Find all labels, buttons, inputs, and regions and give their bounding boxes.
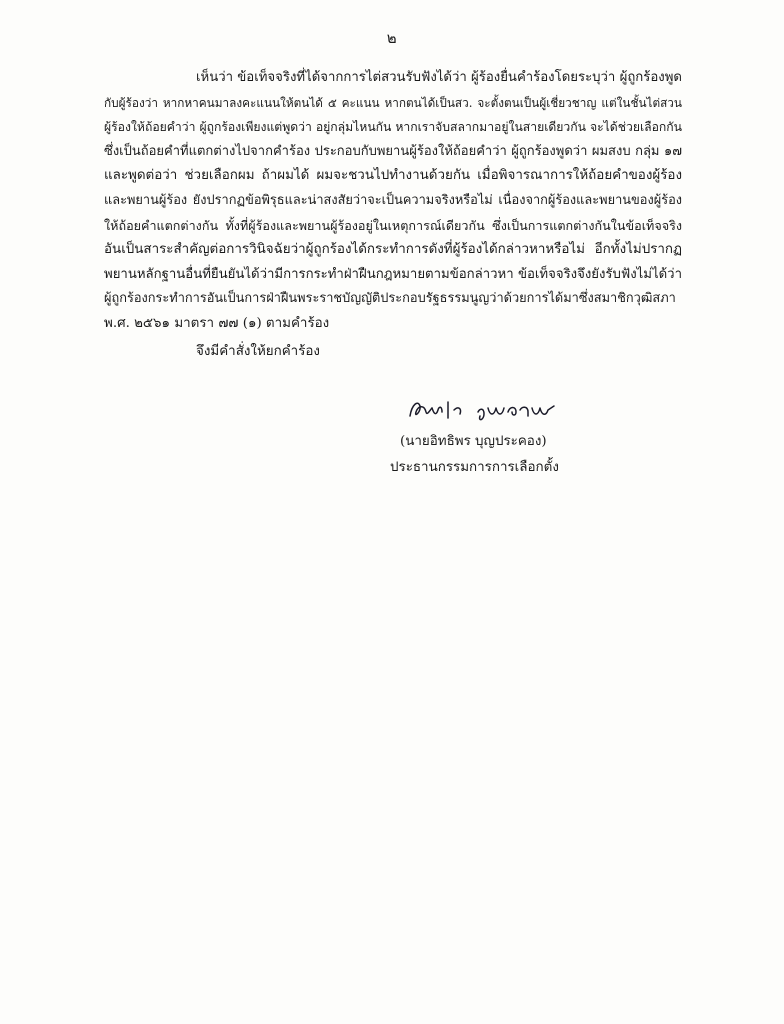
body-paragraph [104, 66, 682, 337]
body-line-3: ผู้ร้องให้ถ้อยคำว่า ผู้ถูกร้องเพียงแต่พูดว่า อยู่กลุ่มไหนกัน หากเราจับสลากมาอยู่ในสายเดียวกัน จะได้ช่วยเลือกกัน [104, 120, 682, 135]
signer-name: (นายอิทธิพร บุญประคอง) [400, 434, 547, 449]
body-line-9: พยานหลักฐานอื่นที่ยืนยันได้ว่ามีการกระทำฝ่าฝืนกฎหมายตามข้อกล่าวหา ข้อเท็จจริงจึงยังรับฟังไม่ได้ว่า [104, 266, 682, 282]
body-line-10: ผู้ถูกร้องกระทำการอันเป็นการฝ่าฝืนพระราชบัญญัติประกอบรัฐธรรมนูญว่าด้วยการได้มาซึ่งสมาชิกวุฒิสภา [104, 291, 676, 307]
body-line-5: และพูดต่อว่า ช่วยเลือกผม ถ้าผมได้ ผมจะชวนไปทำงานด้วยกัน เมื่อพิจารณาการให้ถ้อยคำของผู้ร้อง [104, 168, 682, 184]
body-line-2: กับผู้ร้องว่า หากหาคนมาลงคะแนนให้ตนได้ ๕ คะแนน หากตนได้เป็นสว. จะตั้งตนเป็นผู้เชี่ยวชาญ แต่ในชั้นไต่สวน [104, 95, 682, 110]
page-number: ๒ [386, 29, 398, 47]
body-line-4: ซึ่งเป็นถ้อยคำที่แตกต่างไปจากคำร้อง ประกอบกับพยานผู้ร้องให้ถ้อยคำว่า ผู้ถูกร้องพูดว่า ผมสงบ กลุ่ม ๑๗ [104, 143, 682, 159]
order-text: จึงมีคำสั่งให้ยกคำร้อง [196, 344, 320, 359]
handwritten-signature [404, 394, 564, 428]
body-line-11: พ.ศ. ๒๕๖๑ มาตรา ๗๗ (๑) ตามคำร้อง [104, 315, 330, 331]
signer-position: ประธานกรรมการการเลือกตั้ง [390, 460, 559, 475]
body-line-6: และพยานผู้ร้อง ยังปรากฏข้อพิรุธและน่าสงสัยว่าจะเป็นความจริงหรือไม่ เนื่องจากผู้ร้องและพยานของผู้ร้อง [104, 192, 682, 208]
body-line-1: เห็นว่า ข้อเท็จจริงที่ได้จากการไต่สวนรับฟังได้ว่า ผู้ร้องยื่นคำร้องโดยระบุว่า ผู้ถูกร้องพูด [196, 70, 682, 85]
body-line-7: ให้ถ้อยคำแตกต่างกัน ทั้งที่ผู้ร้องและพยานผู้ร้องอยู่ในเหตุการณ์เดียวกัน ซึ่งเป็นการแตกต่างกันในข้อเท็จจริง [104, 217, 682, 233]
body-line-8: อันเป็นสาระสำคัญต่อการวินิจฉัยว่าผู้ถูกร้องได้กระทำการดังที่ผู้ร้องได้กล่าวหาหรือไม่ อีกทั้งไม่ปรากฏ [104, 242, 682, 258]
